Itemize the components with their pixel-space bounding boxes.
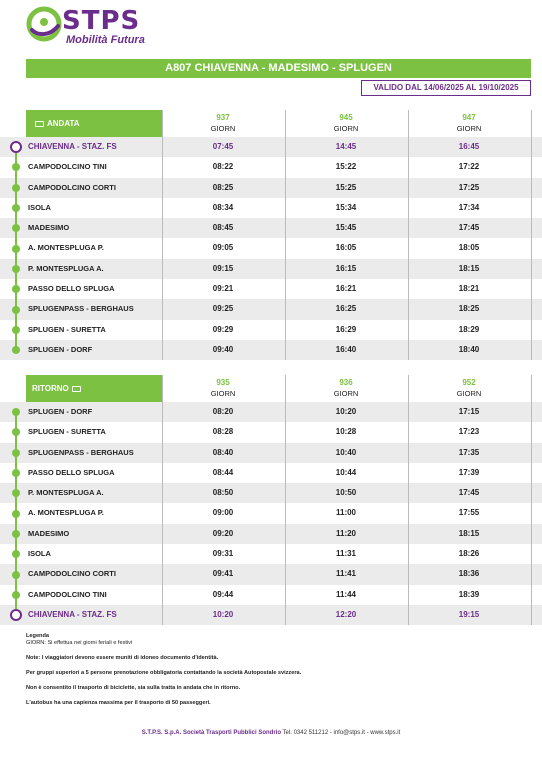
- table-row: [0, 503, 542, 523]
- stop-name: P. MONTESPLUGA A.: [28, 488, 104, 498]
- stop-name: P. MONTESPLUGA A.: [28, 263, 104, 273]
- table-row: [0, 299, 542, 319]
- departure-time: 17:23: [458, 427, 480, 437]
- departure-time: 07:45: [212, 142, 234, 151]
- run-type: GIORN: [456, 389, 482, 398]
- table-row: [0, 340, 542, 360]
- run-header: [285, 377, 407, 399]
- stop-marker: [12, 306, 20, 314]
- direction-label-andata: [26, 110, 162, 137]
- column-divider: [285, 375, 286, 625]
- stop-name: SPLUGEN - SURETTA: [28, 324, 106, 334]
- timetable-andata: [0, 110, 542, 360]
- line-title: A807 CHIAVENNA - MADESIMO - SPLUGEN: [26, 59, 531, 78]
- departure-time: 17:45: [458, 223, 480, 233]
- column-divider: [531, 110, 532, 360]
- table-row: [0, 463, 542, 483]
- table-row: [0, 157, 542, 177]
- departure-time: 16:25: [335, 304, 357, 314]
- column-divider: [162, 110, 163, 360]
- departure-time: 19:15: [458, 609, 480, 619]
- stop-marker: [12, 510, 20, 518]
- departure-time: 08:45: [212, 223, 234, 233]
- table-row: [0, 259, 542, 279]
- departure-time: 10:28: [335, 427, 357, 437]
- stop-name: CAMPODOLCINO CORTI: [28, 569, 116, 579]
- direction-text: ANDATA: [47, 119, 80, 128]
- column-divider: [162, 375, 163, 625]
- timetable-ritorno: [0, 375, 542, 625]
- notes-section: [26, 633, 531, 707]
- table-row: [0, 524, 542, 544]
- stop-name: ISOLA: [28, 549, 51, 559]
- departure-time: 08:22: [212, 162, 234, 172]
- departure-time: 17:15: [458, 407, 480, 416]
- departure-time: 15:45: [335, 223, 357, 233]
- departure-time: 08:50: [212, 488, 234, 498]
- stop-name: CHIAVENNA - STAZ. FS: [28, 609, 117, 619]
- table-row: [0, 564, 542, 584]
- run-number: 937: [216, 113, 230, 122]
- departure-time: 17:39: [458, 467, 480, 477]
- validity-period: VALIDO DAL 14/06/2025 AL 19/10/2025: [361, 80, 531, 96]
- timetable-header: [0, 110, 542, 137]
- note-paragraph: Non è consentito il trasporto di biciclette, sia sulla tratta in andata che in ritorno.: [26, 685, 241, 691]
- departure-time: 09:41: [212, 569, 234, 579]
- departure-time: 10:20: [212, 609, 234, 619]
- stop-name: PASSO DELLO SPLUGA: [28, 284, 115, 294]
- stop-rows: [0, 402, 542, 625]
- departure-time: 17:45: [458, 488, 480, 498]
- stps-logo-icon: [26, 6, 62, 42]
- departure-time: 16:45: [458, 142, 480, 151]
- run-type: GIORN: [456, 124, 482, 133]
- stop-name: CHIAVENNA - STAZ. FS: [28, 142, 117, 151]
- bus-icon: [72, 386, 81, 392]
- table-row: [0, 402, 542, 422]
- stop-name: MADESIMO: [28, 528, 70, 538]
- departure-time: 11:44: [335, 589, 357, 599]
- bus-icon: [35, 121, 44, 127]
- run-header: [162, 377, 284, 399]
- departure-time: 08:25: [212, 182, 234, 192]
- legend-text: GIORN: Si effettua nei giorni feriali e festivi: [26, 640, 133, 646]
- table-row: [0, 178, 542, 198]
- stop-marker: [12, 265, 20, 273]
- departure-time: 17:55: [458, 508, 480, 518]
- direction-label-ritorno: [26, 375, 162, 402]
- departure-time: 18:40: [458, 344, 480, 354]
- table-row: [0, 443, 542, 463]
- departure-time: 18:05: [458, 243, 480, 253]
- departure-time: 09:15: [212, 263, 234, 273]
- note-paragraph: L'autobus ha una capienza massima per il trasporto di 50 passeggeri.: [26, 700, 211, 706]
- departure-time: 11:31: [335, 549, 357, 559]
- stop-name: CAMPODOLCINO TINI: [28, 589, 107, 599]
- run-type: GIORN: [210, 389, 236, 398]
- departure-time: 10:44: [335, 467, 357, 477]
- stop-marker: [12, 245, 20, 253]
- table-row: [0, 279, 542, 299]
- stop-name: SPLUGEN - SURETTA: [28, 427, 106, 437]
- stop-marker: [12, 469, 20, 477]
- departure-time: 09:44: [212, 589, 234, 599]
- run-type: GIORN: [210, 124, 236, 133]
- departure-time: 08:28: [212, 427, 234, 437]
- departure-time: 10:50: [335, 488, 357, 498]
- stop-marker: [12, 571, 20, 579]
- departure-time: 11:20: [335, 528, 357, 538]
- departure-time: 12:20: [335, 609, 357, 619]
- departure-time: 16:15: [335, 263, 357, 273]
- brand-name: STPS: [62, 6, 141, 36]
- stop-name: PASSO DELLO SPLUGA: [28, 467, 115, 477]
- footer-contact: Tel. 0342 511212 - info@stps.it - www.stps.it: [281, 730, 401, 736]
- departure-time: 09:00: [212, 508, 234, 518]
- departure-time: 15:25: [335, 182, 357, 192]
- stop-name: SPLUGENPASS - BERGHAUS: [28, 304, 134, 314]
- departure-time: 09:05: [212, 243, 234, 253]
- brand-tagline: Mobilità Futura: [66, 34, 145, 46]
- table-row: [0, 137, 542, 157]
- departure-time: 10:20: [335, 407, 357, 416]
- column-divider: [531, 375, 532, 625]
- departure-time: 16:05: [335, 243, 357, 253]
- departure-time: 08:40: [212, 447, 234, 457]
- departure-time: 09:40: [212, 344, 234, 354]
- footer-company: S.T.P.S. S.p.A. Società Trasporti Pubblici Sondrio: [141, 730, 281, 736]
- run-type: GIORN: [333, 124, 359, 133]
- departure-time: 15:34: [335, 202, 357, 212]
- run-header: [285, 112, 407, 134]
- column-divider: [285, 110, 286, 360]
- stop-name: SPLUGENPASS - BERGHAUS: [28, 447, 134, 457]
- column-divider: [408, 375, 409, 625]
- table-row: [0, 218, 542, 238]
- table-row: [0, 605, 542, 625]
- run-number: 952: [462, 378, 476, 387]
- run-number: 945: [339, 113, 353, 122]
- departure-time: 17:35: [458, 447, 480, 457]
- departure-time: 16:40: [335, 344, 357, 354]
- departure-time: 16:29: [335, 324, 357, 334]
- stop-marker: [12, 530, 20, 538]
- stop-name: SPLUGEN - DORF: [28, 407, 93, 416]
- note-paragraph: Note: I viaggiatori devono essere muniti di idoneo documento d'identità.: [26, 655, 219, 661]
- departure-time: 08:44: [212, 467, 234, 477]
- footer: [0, 730, 542, 736]
- stop-name: A. MONTESPLUGA P.: [28, 243, 104, 253]
- departure-time: 14:45: [335, 142, 357, 151]
- departure-time: 16:21: [335, 284, 357, 294]
- departure-time: 09:31: [212, 549, 234, 559]
- departure-time: 18:29: [458, 324, 480, 334]
- departure-time: 18:15: [458, 263, 480, 273]
- stop-marker: [12, 326, 20, 334]
- run-header: [408, 377, 530, 399]
- run-number: 947: [462, 113, 476, 122]
- departure-time: 18:21: [458, 284, 480, 294]
- departure-time: 10:40: [335, 447, 357, 457]
- timetable-header: [0, 375, 542, 402]
- column-divider: [408, 110, 409, 360]
- stop-name: MADESIMO: [28, 223, 70, 233]
- departure-time: 18:26: [458, 549, 480, 559]
- run-header: [408, 112, 530, 134]
- table-row: [0, 198, 542, 218]
- stop-name: CAMPODOLCINO TINI: [28, 162, 107, 172]
- run-header: [162, 112, 284, 134]
- departure-time: 15:22: [335, 162, 357, 172]
- run-number: 936: [339, 378, 353, 387]
- direction-text: RITORNO: [32, 384, 69, 393]
- departure-time: 11:00: [335, 508, 357, 518]
- table-row: [0, 585, 542, 605]
- table-row: [0, 483, 542, 503]
- run-number: 935: [216, 378, 230, 387]
- stop-name: A. MONTESPLUGA P.: [28, 508, 104, 518]
- table-row: [0, 320, 542, 340]
- departure-time: 17:25: [458, 182, 480, 192]
- departure-time: 18:36: [458, 569, 480, 579]
- departure-time: 08:20: [212, 407, 234, 416]
- departure-time: 09:29: [212, 324, 234, 334]
- departure-time: 18:15: [458, 528, 480, 538]
- note-paragraph: Per gruppi superiori a 5 persone prenotazione obbligatoria contattando la società Autopostale svizzera.: [26, 670, 302, 676]
- departure-time: 17:22: [458, 162, 480, 172]
- departure-time: 09:25: [212, 304, 234, 314]
- stop-marker: [12, 184, 20, 192]
- stps-logo: [26, 6, 176, 46]
- table-row: [0, 544, 542, 564]
- stop-marker: [12, 204, 20, 212]
- departure-time: 09:20: [212, 528, 234, 538]
- departure-time: 18:25: [458, 304, 480, 314]
- stop-name: ISOLA: [28, 202, 51, 212]
- departure-time: 18:39: [458, 589, 480, 599]
- stop-rows: [0, 137, 542, 360]
- departure-time: 08:34: [212, 202, 234, 212]
- stop-name: SPLUGEN - DORF: [28, 344, 93, 354]
- table-row: [0, 422, 542, 442]
- stop-marker: [12, 591, 20, 599]
- departure-time: 17:34: [458, 202, 480, 212]
- stop-name: CAMPODOLCINO CORTI: [28, 182, 116, 192]
- stop-marker: [12, 449, 20, 457]
- departure-time: 09:21: [212, 284, 234, 294]
- departure-time: 11:41: [335, 569, 357, 579]
- table-row: [0, 238, 542, 258]
- run-type: GIORN: [333, 389, 359, 398]
- legend-title: Legenda: [26, 633, 50, 639]
